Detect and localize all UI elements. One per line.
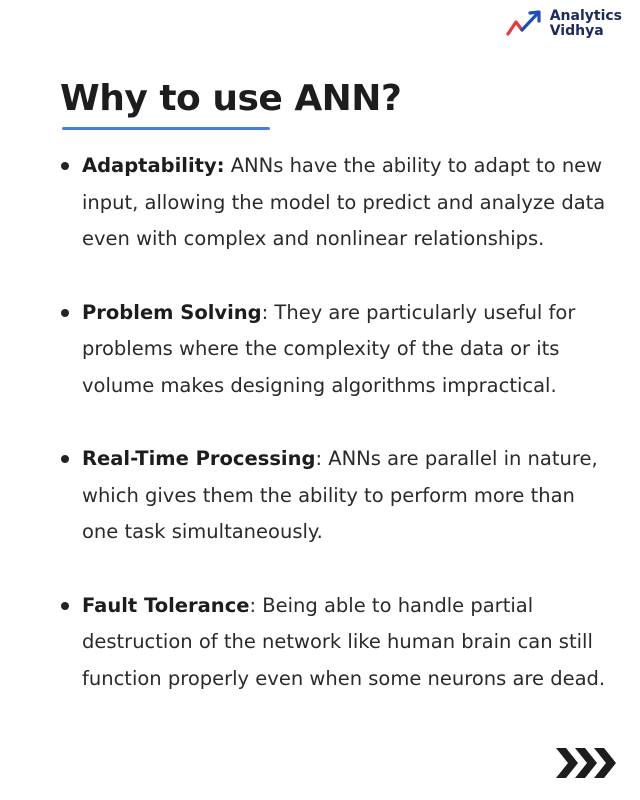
trend-arrow-icon: [506, 8, 546, 40]
point-title: Fault Tolerance: [82, 593, 250, 617]
point-text: : They are particularly useful for problems where the complexity of the data or its volume makes designing algorithms impractical.: [82, 300, 576, 397]
point-title: Adaptability:: [82, 154, 225, 177]
title-underline: [62, 127, 270, 130]
point-text: ANNs have the ability to adapt to new input, allowing the model to predict and analyze data even with complex and nonlinear relationships.: [82, 154, 606, 250]
point-text: : ANNs are parallel in nature, which gives them the ability to perform more than one task simultaneously.: [82, 447, 598, 543]
brand-logo: [506, 8, 622, 40]
triple-chevron-right-icon[interactable]: [556, 748, 618, 778]
bullet-dot: [61, 162, 69, 170]
list-item-real-time-processing: [60, 441, 608, 551]
bullet-list: [60, 148, 608, 697]
bullet-dot: [61, 455, 69, 463]
bullet-dot: [61, 309, 69, 317]
point-text: : Being able to handle partial destruction of the network like human brain can still function properly even when some neurons are dead.: [82, 593, 606, 690]
brand-line-1: Analytics: [549, 8, 622, 24]
point-title: Real-Time Processing: [82, 447, 316, 470]
point-title: Problem Solving: [82, 300, 262, 324]
list-item-fault-tolerance: [60, 588, 608, 698]
brand-name: [550, 9, 622, 39]
bullet-dot: [61, 602, 69, 610]
page-title: Why to use ANN?: [60, 78, 402, 119]
brand-line-2: Vidhya: [549, 23, 604, 39]
list-item-adaptability: [60, 148, 608, 258]
list-item-problem-solving: [60, 295, 608, 405]
